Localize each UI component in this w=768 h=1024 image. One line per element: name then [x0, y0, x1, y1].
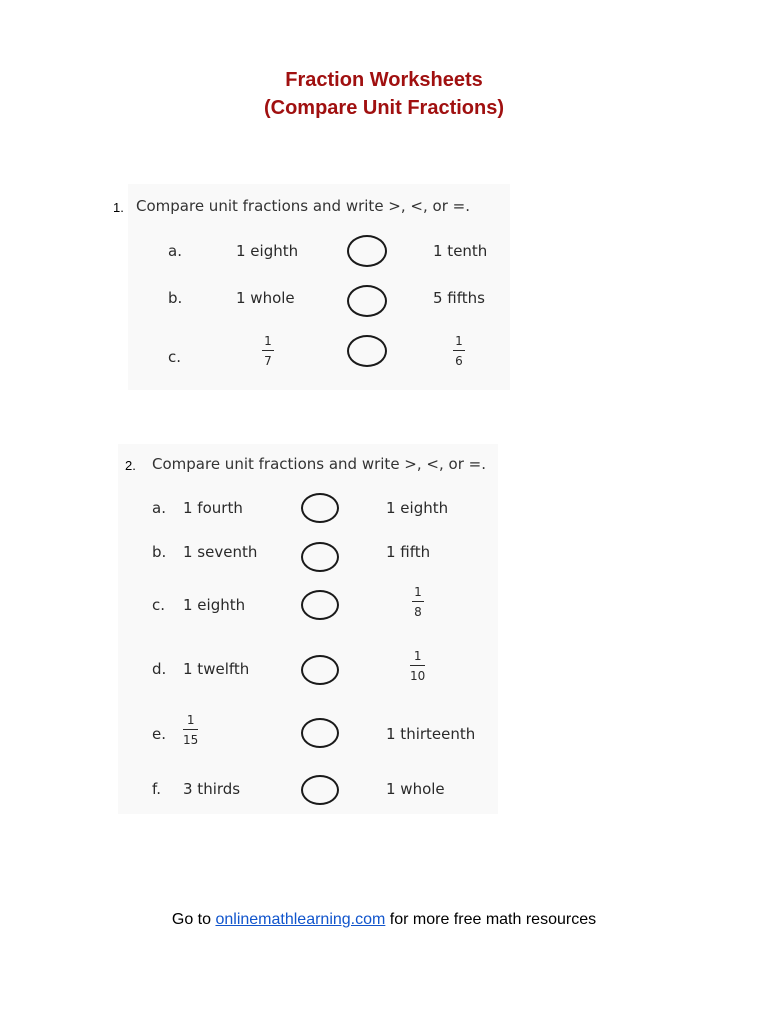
answer-circle[interactable]	[301, 775, 339, 805]
answer-circle[interactable]	[301, 655, 339, 685]
row-letter: b.	[168, 289, 183, 307]
row-letter: a.	[152, 499, 166, 517]
row-letter: c.	[168, 348, 182, 366]
right-value: 1 tenth	[433, 242, 488, 260]
title-line-2: (Compare Unit Fractions)	[263, 97, 505, 119]
row-letter: f.	[152, 780, 161, 798]
row-letter: a.	[168, 242, 182, 260]
left-fraction	[183, 713, 198, 747]
numerator: 1	[413, 649, 422, 663]
footer-prefix: Go to	[171, 911, 216, 928]
question-1-instruction: Compare unit fractions and write >, <, or =.	[136, 197, 470, 215]
fraction-bar	[262, 350, 274, 351]
right-value: 1 eighth	[386, 499, 449, 517]
left-value: 1 seventh	[183, 543, 258, 561]
footer-suffix: for more free math resources	[385, 911, 597, 928]
row-letter: c.	[152, 596, 166, 614]
right-fraction	[410, 649, 425, 683]
left-value: 1 eighth	[236, 242, 299, 260]
fraction-bar	[453, 350, 465, 351]
answer-circle[interactable]	[301, 542, 339, 572]
row-letter: d.	[152, 660, 167, 678]
right-fraction	[412, 585, 424, 619]
left-value: 1 twelfth	[183, 660, 250, 678]
right-value: 1 fifth	[386, 543, 431, 561]
denominator: 6	[455, 354, 463, 368]
answer-circle[interactable]	[347, 235, 387, 267]
right-value: 1 whole	[386, 780, 445, 798]
answer-circle[interactable]	[347, 335, 387, 367]
denominator: 15	[183, 733, 199, 747]
fraction-bar	[183, 729, 198, 730]
worksheet-title	[0, 66, 768, 122]
denominator: 7	[264, 354, 272, 368]
footer-link[interactable]: onlinemathlearning.com	[215, 911, 386, 928]
answer-circle[interactable]	[301, 718, 339, 748]
row-letter: b.	[152, 543, 167, 561]
row-letter: e.	[152, 725, 166, 743]
fraction-bar	[412, 601, 424, 602]
question-1-number: 1.	[113, 200, 124, 215]
footer	[0, 911, 768, 929]
numerator: 1	[455, 334, 463, 348]
numerator: 1	[264, 334, 272, 348]
left-value: 1 whole	[236, 289, 295, 307]
left-value: 1 eighth	[183, 596, 246, 614]
numerator: 1	[186, 713, 195, 727]
right-value: 5 fifths	[433, 289, 485, 307]
question-2-number: 2.	[125, 458, 136, 473]
answer-circle[interactable]	[301, 493, 339, 523]
answer-circle[interactable]	[301, 590, 339, 620]
denominator: 10	[410, 669, 426, 683]
denominator: 8	[414, 605, 422, 619]
left-fraction	[262, 334, 274, 368]
answer-circle[interactable]	[347, 285, 387, 317]
right-fraction	[453, 334, 465, 368]
right-value: 1 thirteenth	[386, 725, 476, 743]
fraction-bar	[410, 665, 425, 666]
question-2-instruction: Compare unit fractions and write >, <, or =.	[152, 455, 486, 473]
numerator: 1	[414, 585, 422, 599]
left-value: 1 fourth	[183, 499, 243, 517]
title-line-1: Fraction Worksheets	[285, 69, 483, 91]
left-value: 3 thirds	[183, 780, 241, 798]
